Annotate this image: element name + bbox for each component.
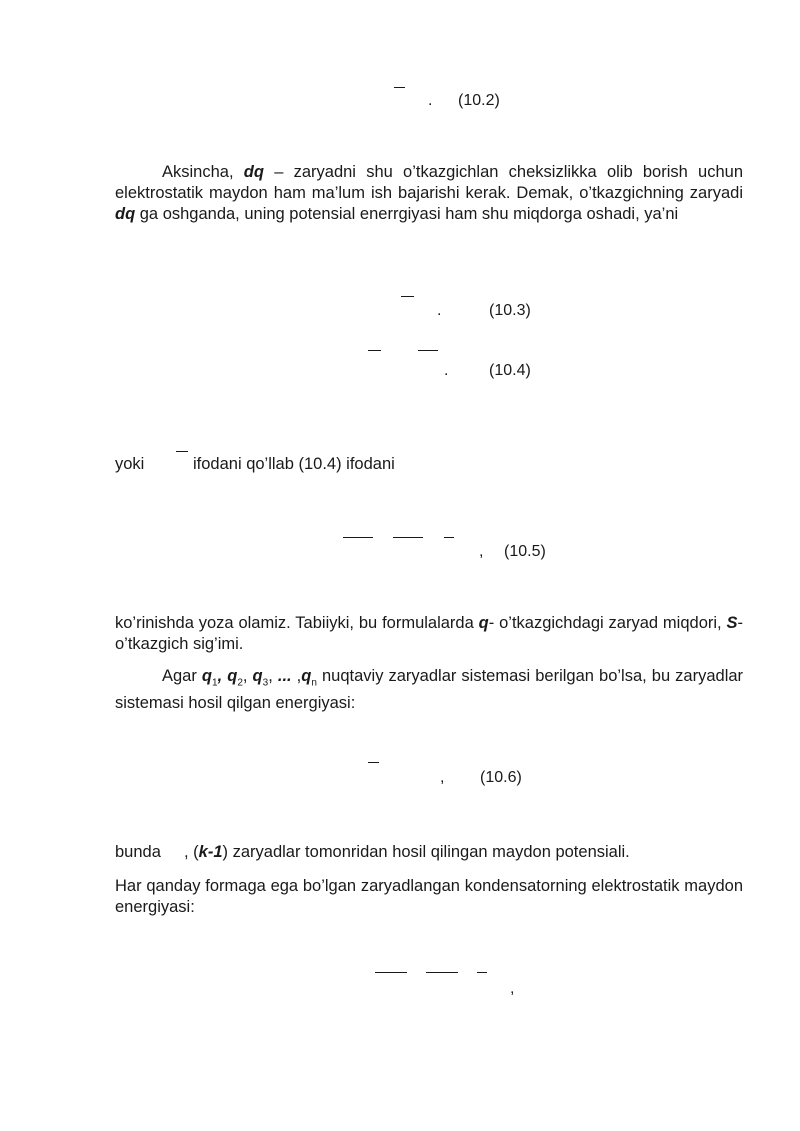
equation-number: (10.2) [458,92,500,109]
fraction-bar [418,350,438,351]
word-bunda: bunda [115,843,161,861]
fraction-bar [176,451,188,452]
word-yoki: yoki [115,455,145,473]
fraction-bar [426,972,458,973]
fraction-bar [368,762,379,763]
fraction-bar [375,972,407,973]
text-potential-note: , (k-1) zaryadlar tomonridan hosil qilingan maydon potensiali. [184,843,630,861]
fraction-bar [394,87,405,88]
equation-number: (10.3) [489,302,531,319]
paragraph-1: Aksincha, dq – zaryadni shu o’tkazgichlan cheksizlikka olib borish uchun elektrostatik maydon ham ma’lum ish bajarishi kerak. Demak, o’tkazgichning zaryadi dq ga oshganda, uning potensial enerrgiyasi ham shu miqdorga oshadi, ya’ni [115,163,743,223]
equation-punct: , [479,543,484,560]
equation-punct: , [510,980,515,997]
equation-punct: . [444,362,449,379]
equation-punct: , [440,769,445,786]
fraction-bar [444,537,454,538]
equation-number: (10.4) [489,362,531,379]
equation-punct: . [428,92,433,109]
equation-number: (10.6) [480,769,522,786]
fraction-bar [401,296,414,297]
q-symbol: q [478,614,489,632]
fraction-bar [343,537,373,538]
s-symbol: S [726,614,738,632]
paragraph-3: ko’rinishda yoza olamiz. Tabiiyki, bu formulalarda q- o’tkazgichdagi zaryad miqdori, S- o’tkazgich sig’imi. [115,614,744,653]
fraction-bar [368,350,381,351]
fraction-bar [393,537,423,538]
text-ifodani: ifodani qo’llab (10.4) ifodani [193,455,395,473]
fraction-bar [477,972,487,973]
paragraph-4: Agar $q_1$, $q_2$, $q_3$, ... $,q_n$ nuqtaviy zaryadlar sistemasi berilgan bo’lsa, bu zaryadlar sistemasi hosil qilgan energiyasi: [115,667,744,713]
paragraph-6: Har qanday formaga ega bo’lgan zaryadlangan kondensatorning elektrostatik maydon energiyasi: [115,877,743,916]
dq-symbol: dq [243,163,264,181]
dq-symbol: dq [115,205,136,223]
equation-punct: . [437,302,442,319]
equation-number: (10.5) [504,543,546,560]
